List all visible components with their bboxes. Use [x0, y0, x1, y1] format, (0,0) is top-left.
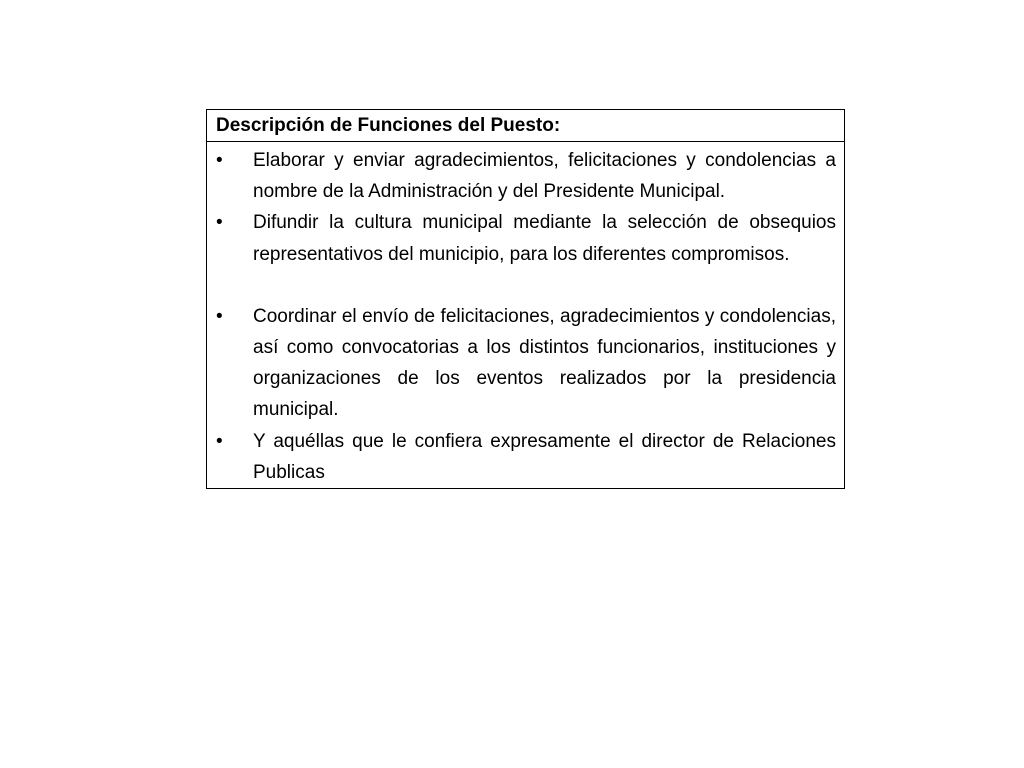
bullet-icon: •: [216, 305, 223, 327]
list-item: [216, 207, 836, 269]
list-item-text: Elaborar y enviar agradecimientos, felicitaciones y condolencias a nombre de la Administración y del Presidente Municipal.: [253, 150, 836, 203]
functions-list: [216, 145, 836, 488]
table-body: [207, 142, 844, 488]
table-header: Descripción de Funciones del Puesto:: [207, 110, 844, 142]
bullet-icon: •: [216, 150, 223, 171]
list-item: [216, 301, 836, 426]
bullet-icon: •: [216, 212, 223, 234]
bullet-icon: •: [216, 430, 223, 452]
job-functions-table: [206, 109, 845, 489]
list-item-text: Difundir la cultura municipal mediante la selección de obsequios representativos del municipio, para los diferentes compromisos.: [253, 212, 836, 265]
list-item-text: Coordinar el envío de felicitaciones, agradecimientos y condolencias, así como convocatorias a los distintos funcionarios, instituciones y organizaciones de los eventos realizados por la presidencia municipal.: [253, 305, 836, 421]
list-item: [216, 145, 836, 207]
list-item: [216, 426, 836, 488]
list-item-text: Y aquéllas que le confiera expresamente el director de Relaciones Publicas: [253, 430, 836, 483]
